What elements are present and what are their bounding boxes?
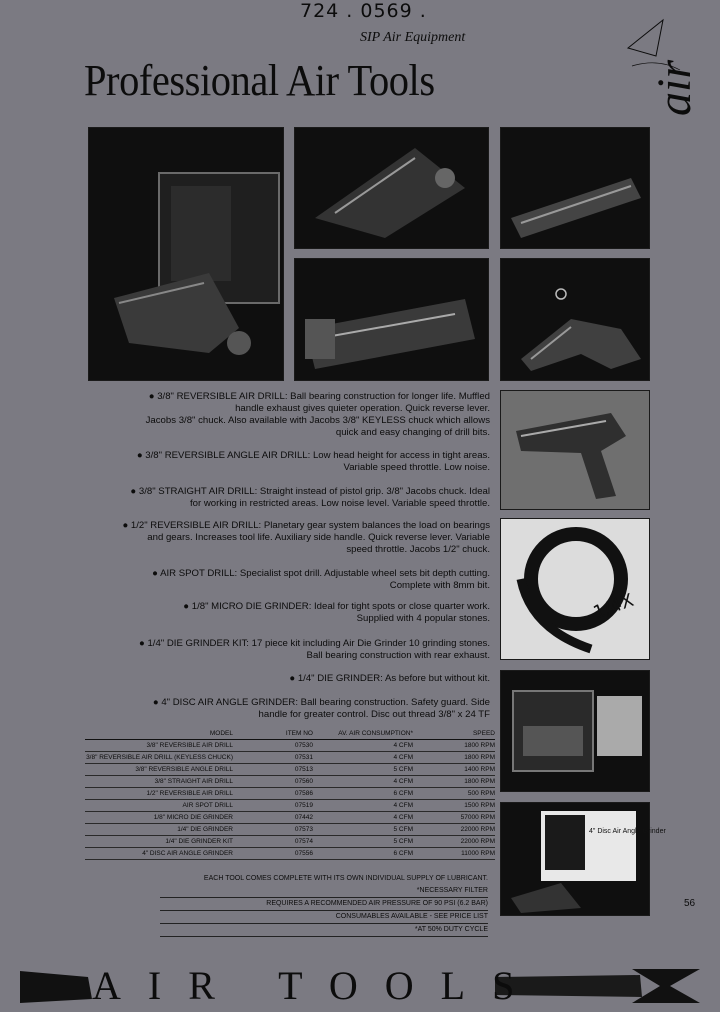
catalog-subtitle: SIP Air Equipment <box>360 30 466 45</box>
paper-plane-icon <box>628 20 663 56</box>
table-row: 3/8" REVERSIBLE ANGLE DRILL 07513 5 CFM 1400 RPM <box>85 764 495 776</box>
photo-die-grinder <box>294 258 489 381</box>
feature-reversible-angle-drill: ● 3/8" REVERSIBLE ANGLE AIR DRILL: Low head height for access in tight areas. Variable speed throttle. Low noise. <box>136 450 490 473</box>
table-row: 1/4" DIE GRINDER KIT 07574 5 CFM 22000 RPM <box>85 836 495 848</box>
air-logo <box>618 8 701 118</box>
table-row: 1/4" DIE GRINDER 07573 5 CFM 22000 RPM <box>85 824 495 836</box>
page-title: Professional Air Tools <box>84 56 435 105</box>
note-line: EACH TOOL COMES COMPLETE WITH ITS OWN INDIVIDUAL SUPPLY OF LUBRICANT. *NECESSARY FILTER <box>160 873 488 898</box>
table-row: 3/8" REVERSIBLE AIR DRILL (KEYLESS CHUCK) 07531 4 CFM 1800 RPM <box>85 752 495 764</box>
photo-micro-die-grinder <box>500 518 650 660</box>
specification-table <box>85 728 495 860</box>
page-number: 56 <box>684 898 696 909</box>
header-air-consumption: AV. AIR CONSUMPTION* <box>338 730 413 737</box>
header-speed: SPEED <box>472 730 495 737</box>
table-row: 4" DISC AIR ANGLE GRINDER 07556 6 CFM 11000 RPM <box>85 848 495 860</box>
table-row: AIR SPOT DRILL 07519 4 CFM 1500 RPM <box>85 800 495 812</box>
feature-die-grinder: ● 1/4" DIE GRINDER: As before but without kit. <box>289 673 490 684</box>
photo-pistol-drill <box>500 258 650 381</box>
feature-micro-die-grinder: ● 1/8" MICRO DIE GRINDER: Ideal for tight spots or close quarter work. Supplied with 4 popular stones. <box>183 601 490 624</box>
table-header-row <box>85 728 495 740</box>
photo-die-grinder-kit <box>500 670 650 792</box>
footer-title: AIR TOOLS <box>92 963 542 1008</box>
logo-wordmark: air <box>648 59 701 116</box>
table-row: 1/2" REVERSIBLE AIR DRILL 07586 6 CFM 500 RPM <box>85 788 495 800</box>
photo-drill-box <box>88 127 284 381</box>
feature-air-spot-drill: ● AIR SPOT DRILL: Specialist spot drill. Adjustable wheel sets bit depth cutting. Complete with 8mm bit. <box>152 568 490 591</box>
table-row: 3/8" REVERSIBLE AIR DRILL 07530 4 CFM 1800 RPM <box>85 740 495 752</box>
feature-half-inch-reversible-drill: ● 1/2" REVERSIBLE AIR DRILL: Planetary gear system balances the load on bearings and gears. Increases tool life. Auxiliary side handle. Quick reverse lever. Variable speed throttle. Jacobs 1/2" chuck. <box>122 520 490 555</box>
photo-reversible-drill <box>500 390 650 510</box>
header-item-no: ITEM NO <box>285 730 313 737</box>
table-row: 3/8" STRAIGHT AIR DRILL 07560 4 CFM 1800 RPM <box>85 776 495 788</box>
table-row: 1/8" MICRO DIE GRINDER 07442 4 CFM 57000 RPM <box>85 812 495 824</box>
kit-box-label: 4" Disc Air Angle Grinder <box>589 828 666 835</box>
photo-angle-grinder-box <box>500 802 666 916</box>
photo-angle-drill <box>294 127 489 249</box>
note-line: *AT 50% DUTY CYCLE <box>160 924 488 937</box>
note-line: CONSUMABLES AVAILABLE - SEE PRICE LIST <box>160 911 488 924</box>
note-line: REQUIRES A RECOMMENDED AIR PRESSURE OF 90 PSI (6.2 BAR) <box>160 898 488 911</box>
photo-straight-drill <box>500 127 650 249</box>
feature-straight-air-drill: ● 3/8" STRAIGHT AIR DRILL: Straight instead of pistol grip. 3/8" Jacobs chuck. Ideal for working in restricted areas. Low noise level. Variable speed throttle. <box>130 486 490 509</box>
handwritten-label: 1/4X <box>590 589 637 624</box>
feature-die-grinder-kit: ● 1/4" DIE GRINDER KIT: 17 piece kit including Air Die Grinder 10 grinding stones. Ball bearing construction with rear exhaust. <box>139 638 490 661</box>
handwritten-reference-note: 724 . 0569 . <box>300 0 427 22</box>
feature-disc-angle-grinder: ● 4" DISC AIR ANGLE GRINDER: Ball bearing construction. Safety guard. Side handle for greater control. Disc out thread 3/8" x 24 TF <box>152 697 490 720</box>
feature-reversible-air-drill: ● 3/8" REVERSIBLE AIR DRILL: Ball bearing construction for longer life. Muffled handle exhaust gives quieter operation. Quick reverse lever. Jacobs 3/8" chuck. Also available with Jacobs 3/8" KEYLESS chuck which allows quick and easy changing of drill bits. <box>145 391 490 438</box>
table-notes <box>160 873 488 937</box>
header-model: MODEL <box>209 730 233 737</box>
